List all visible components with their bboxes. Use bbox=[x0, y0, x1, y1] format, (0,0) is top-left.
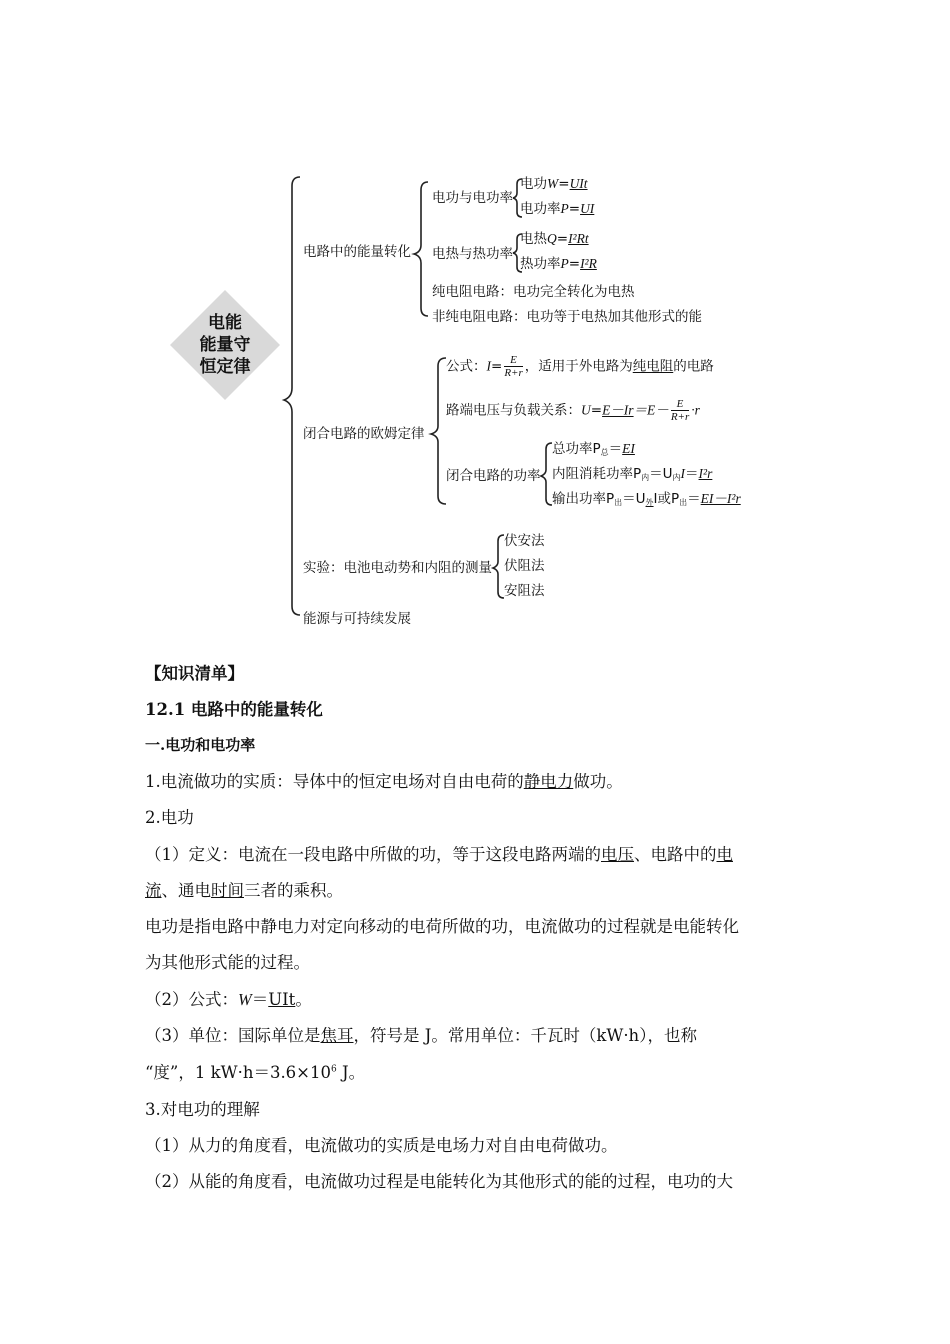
g2-item-2: 热功率P=I²R bbox=[520, 256, 597, 272]
main-brace bbox=[284, 177, 300, 615]
g2-item-1: 电热Q=I²Rt bbox=[520, 231, 589, 247]
center-node bbox=[185, 312, 265, 378]
power-label: 闭合电路的功率 bbox=[446, 468, 541, 484]
g2-label: 电热与热功率 bbox=[432, 246, 513, 262]
g1-item-1: 电功W=UIt bbox=[520, 176, 588, 192]
branch2-label: 闭合电路的欧姆定律 bbox=[303, 426, 425, 442]
center-line-1: 电能 bbox=[208, 313, 242, 333]
para-10: 3.对电功的理解 bbox=[145, 1100, 260, 1119]
formula-load: 路端电压与负载关系：U=E－Ir＝E－ $\frac{E}{R+r}$ ·r bbox=[446, 398, 700, 423]
para-1: 1.电流做功的实质：导体中的恒定电场对自由电荷的静电力做功。 bbox=[145, 772, 623, 791]
branch4-label: 能源与可持续发展 bbox=[303, 611, 411, 627]
para-4: 流、通电时间三者的乘积。 bbox=[145, 881, 343, 900]
para-12: （2）从能的角度看，电流做功过程是电能转化为其他形式的能的过程，电功的大 bbox=[145, 1172, 733, 1191]
center-line-2: 能量守 bbox=[199, 335, 251, 355]
branch1-line-2: 非纯电阻电路：电功等于电热加其他形式的能 bbox=[432, 309, 702, 325]
formula-ohm: 公式：I= $\frac{E}{R+r}$ ，适用于外电路为纯电阻的电路 bbox=[446, 354, 714, 379]
para-5: 电功是指电路中静电力对定向移动的电荷所做的功，电流做功的过程就是电能转化 bbox=[145, 917, 739, 936]
power-internal: 内阻消耗功率$P_内=U_内I=I^2r$ bbox=[552, 466, 713, 482]
g1-item-2: 电功率P=UI bbox=[520, 201, 595, 217]
para-3: （1）定义：电流在一段电路中所做的功，等于这段电路两端的电压、电路中的电 bbox=[145, 845, 733, 864]
branch2-brace bbox=[431, 358, 446, 504]
branch1-label: 电路中的能量转化 bbox=[303, 244, 411, 260]
para-8: （3）单位：国际单位是焦耳，符号是 J。常用单位：千瓦时（kW·h），也称 bbox=[145, 1026, 697, 1045]
branch3-label: 实验：电池电动势和内阻的测量 bbox=[303, 560, 492, 576]
method-3: 安阻法 bbox=[504, 583, 545, 599]
branch1-line-1: 纯电阻电路：电功完全转化为电热 bbox=[432, 284, 635, 300]
method-1: 伏安法 bbox=[504, 533, 545, 549]
center-line-3: 恒定律 bbox=[199, 357, 251, 377]
para-6: 为其他形式能的过程。 bbox=[145, 953, 310, 972]
para-2: 2.电功 bbox=[145, 808, 194, 827]
power-output: 输出功率$P_出=U_外I$或$P_出=EI-I^2r$ bbox=[552, 491, 741, 507]
heading-section: 12.1 电路中的能量转化 bbox=[145, 700, 323, 719]
para-9: “度”，1 $kW\cdot h=3.6\times 10^6$ J。 bbox=[145, 1063, 366, 1082]
heading-list: 【知识清单】 bbox=[145, 664, 244, 683]
power-brace bbox=[541, 443, 552, 505]
method-2: 伏阻法 bbox=[504, 558, 545, 574]
g1-label: 电功与电功率 bbox=[432, 190, 513, 206]
power-total: 总功率$P_总=EI$ bbox=[552, 441, 635, 457]
para-7: （2）公式：W＝UIt。 bbox=[145, 990, 312, 1009]
branch1-brace bbox=[414, 182, 428, 316]
para-11: （1）从力的角度看，电流做功的实质是电场力对自由电荷做功。 bbox=[145, 1136, 618, 1155]
branch3-brace bbox=[493, 535, 504, 598]
heading-sub: 一.电功和电功率 bbox=[145, 736, 256, 754]
